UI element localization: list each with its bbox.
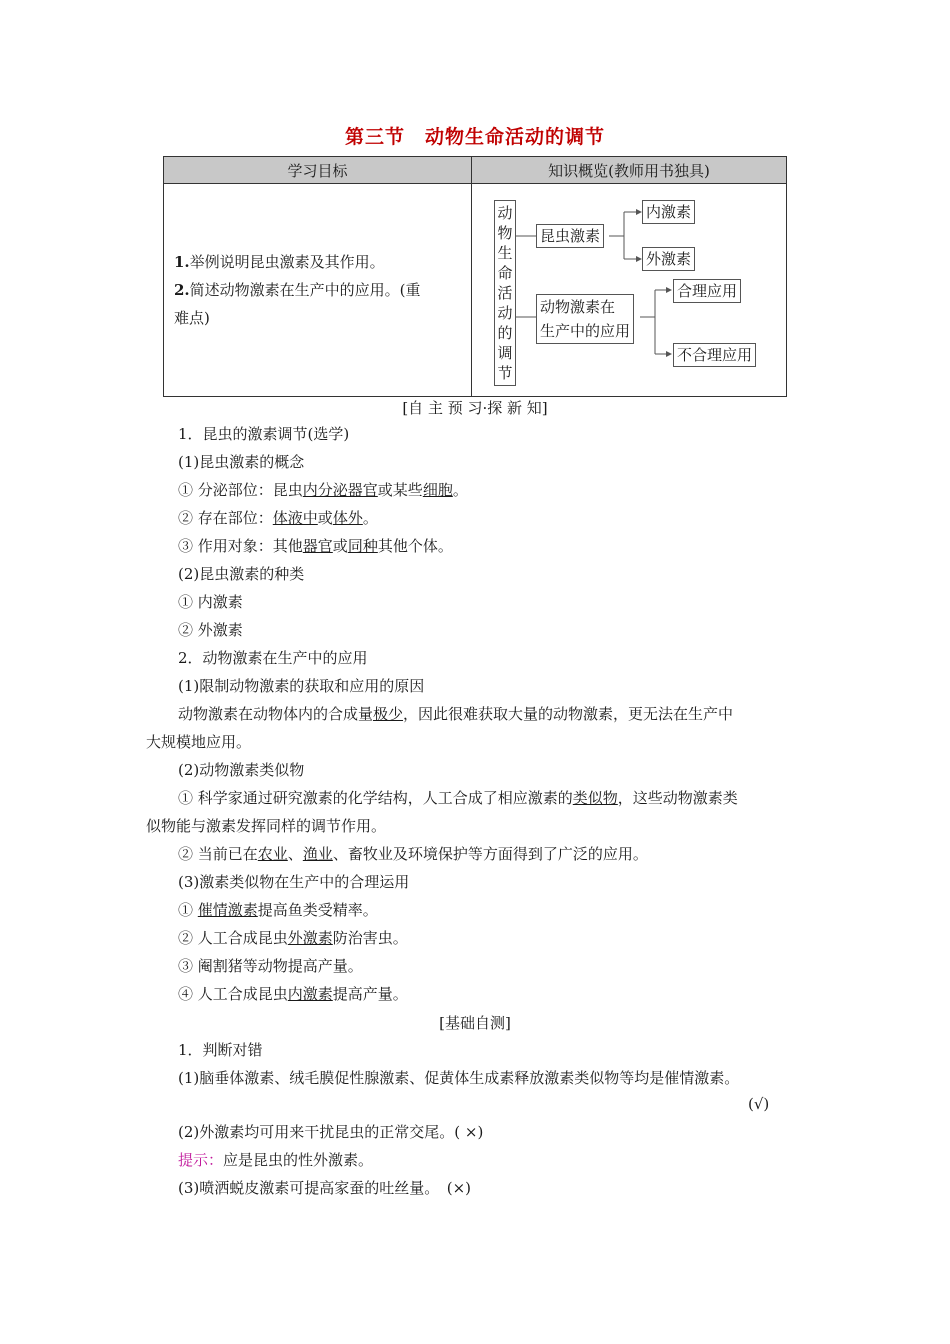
line-3: ① 分泌部位：昆虫内分泌器官或某些细胞。 xyxy=(178,481,468,499)
goal-2: 2.简述动物激素在生产中的应用。(重 xyxy=(174,281,421,299)
line-4: ② 存在部位：体液中或体外。 xyxy=(178,509,378,527)
col-header-goals: 学习目标 xyxy=(164,157,472,184)
test-answer-mark: (√) xyxy=(748,1095,770,1113)
diagram-root: 动物生命活动的调节 xyxy=(494,200,516,386)
test-line-5: (3)喷洒蜕皮激素可提高家蚕的吐丝量。 (×) xyxy=(178,1179,472,1197)
diagram-pheromone: 外激素 xyxy=(642,247,695,271)
line-11: 动物激素在动物体内的合成量极少，因此很难获取大量的动物激素，更无法在生产中 xyxy=(178,705,734,723)
overview-cell xyxy=(472,184,787,397)
line-5: ③ 作用对象：其他器官或同种其他个体。 xyxy=(178,537,453,555)
line-6: (2)昆虫激素的种类 xyxy=(178,565,305,583)
line-10: (1)限制动物激素的获取和应用的原因 xyxy=(178,677,425,695)
line-19: ② 人工合成昆虫外激素防治害虫。 xyxy=(178,929,408,947)
section-preview-heading: [自 主 预 习·探 新 知] xyxy=(402,399,548,417)
hint-label: 提示： xyxy=(178,1151,224,1169)
line-14: ① 科学家通过研究激素的化学结构，人工合成了相应激素的类似物，这些动物激素类 xyxy=(178,789,738,807)
goal-2-cont: 难点) xyxy=(174,309,210,327)
line-7: ① 内激素 xyxy=(178,593,243,611)
page-title: 第三节 动物生命活动的调节 xyxy=(344,126,605,148)
line-21: ④ 人工合成昆虫内激素提高产量。 xyxy=(178,985,408,1003)
diagram-proper-use: 合理应用 xyxy=(673,279,741,303)
section-selftest-heading: [基础自测] xyxy=(439,1014,511,1032)
line-17: (3)激素类似物在生产中的合理运用 xyxy=(178,873,410,891)
col-header-overview: 知识概览(教师用书独具) xyxy=(472,157,787,184)
diagram-endohormone: 内激素 xyxy=(642,200,695,224)
line-15: 似物能与激素发挥同样的调节作用。 xyxy=(146,817,387,835)
objectives-table xyxy=(163,156,787,397)
line-8: ② 外激素 xyxy=(178,621,243,639)
line-16: ② 当前已在农业、渔业、畜牧业及环境保护等方面得到了广泛的应用。 xyxy=(178,845,648,863)
line-20: ③ 阉割猪等动物提高产量。 xyxy=(178,957,363,975)
test-line-3: (2)外激素均可用来干扰昆虫的正常交尾。( ×) xyxy=(178,1123,484,1141)
line-13: (2)动物激素类似物 xyxy=(178,761,305,779)
line-1: 1．昆虫的激素调节(选学) xyxy=(178,425,350,443)
diagram-insect-hormone: 昆虫激素 xyxy=(536,224,604,248)
diagram-application: 动物激素在 生产中的应用 xyxy=(536,294,634,344)
test-line-1: 1．判断对错 xyxy=(178,1041,263,1059)
diagram-improper-use: 不合理应用 xyxy=(673,343,756,367)
goals-cell xyxy=(164,184,472,397)
line-9: 2．动物激素在生产中的应用 xyxy=(178,649,368,667)
test-line-2: (1)脑垂体激素、绒毛膜促性腺激素、促黄体生成素释放激素类似物等均是催情激素。 xyxy=(178,1069,740,1087)
goal-1: 1.举例说明昆虫激素及其作用。 xyxy=(174,253,385,271)
concept-diagram xyxy=(472,184,786,396)
line-12: 大规模地应用。 xyxy=(146,733,252,751)
line-2: (1)昆虫激素的概念 xyxy=(178,453,305,471)
test-line-4: 提示：应是昆虫的性外激素。 xyxy=(178,1151,374,1169)
line-18: ① 催情激素提高鱼类受精率。 xyxy=(178,901,378,919)
